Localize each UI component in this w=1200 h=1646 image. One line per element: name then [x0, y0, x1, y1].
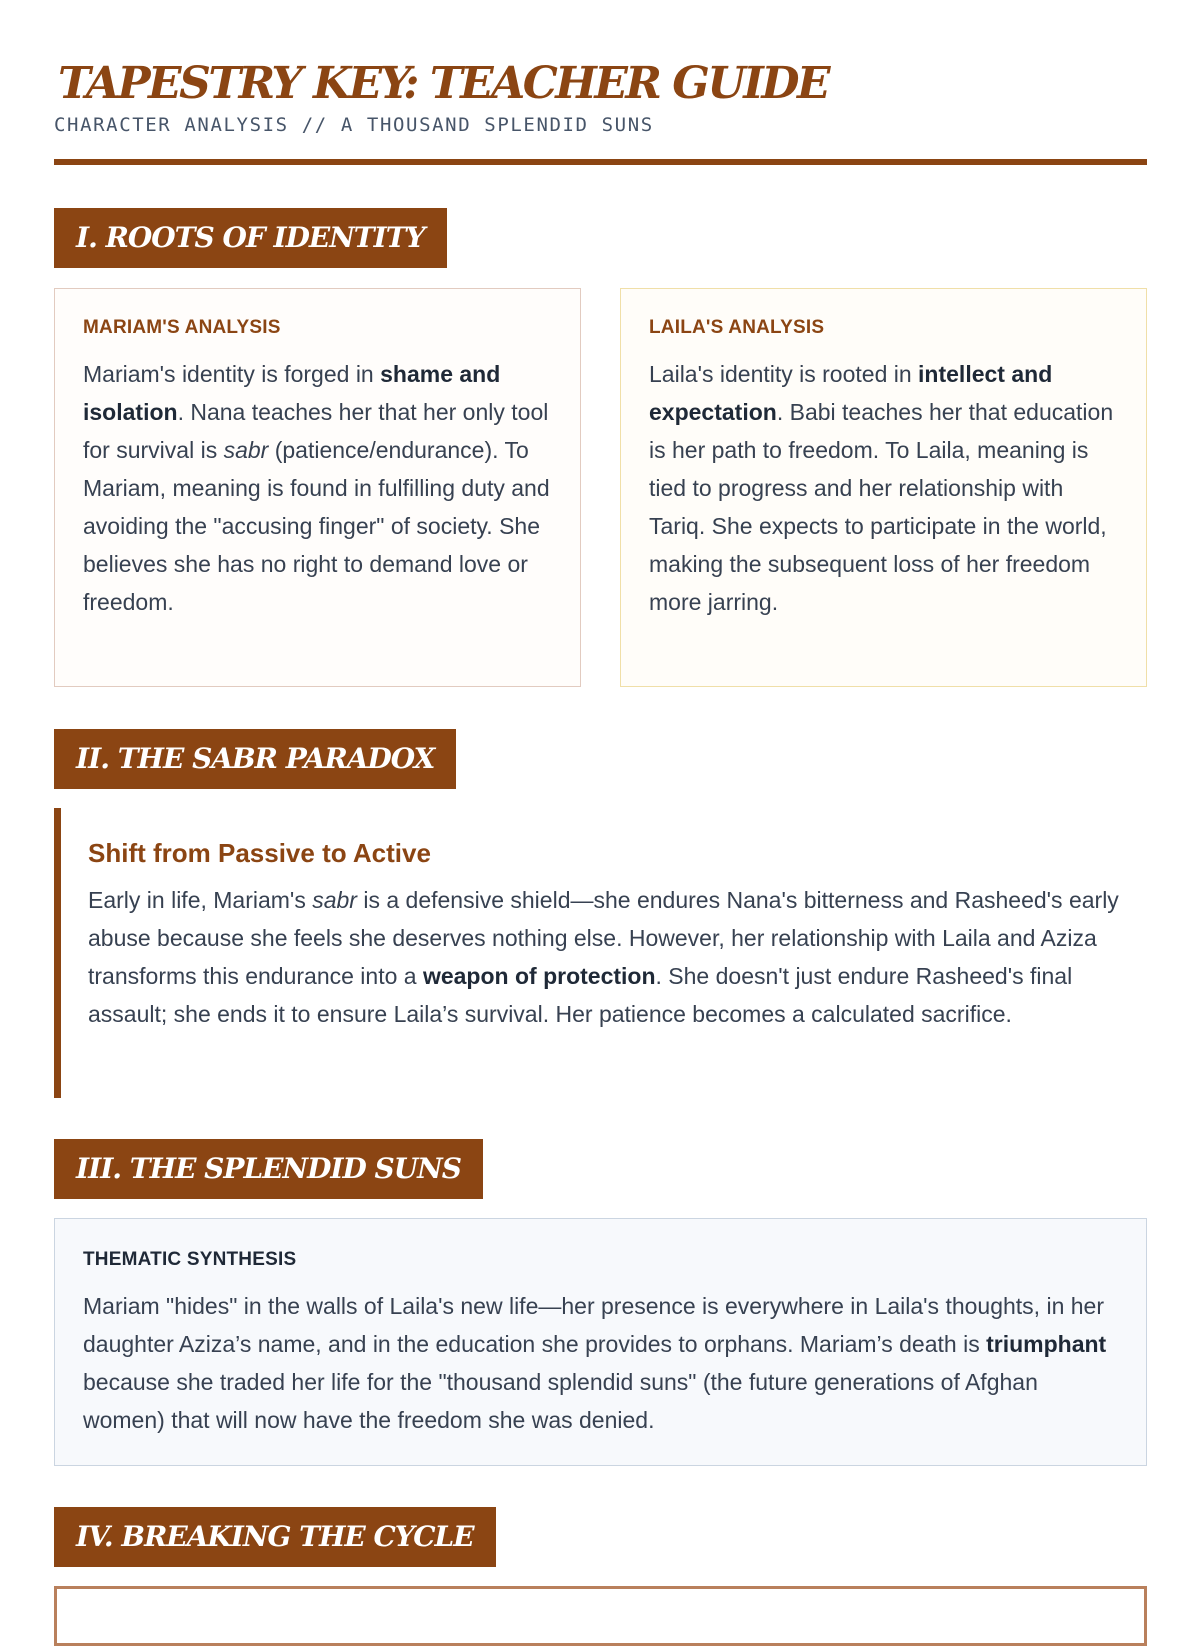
- section-heading-roots: I. ROOTS OF IDENTITY: [54, 208, 447, 268]
- sabr-paradox-block: [54, 808, 1147, 1098]
- section-heading-sabr: II. THE SABR PARADOX: [54, 729, 456, 789]
- laila-analysis-label: LAILA'S ANALYSIS: [649, 317, 825, 338]
- breaking-cycle-card: [54, 1586, 1147, 1646]
- thematic-synthesis-label: THEMATIC SYNTHESIS: [83, 1249, 297, 1270]
- sabr-paradox-text: Early in life, Mariam's sabr is a defensive shield—she endures Nana's bitterness and Rasheed's early abuse because she feels she deserves nothing else. However, her relationship with Laila and Aziza transforms this endurance into a weapon of protection. She doesn't just endure Rasheed's final assault; she ends it to ensure Laila’s survival. Her patience becomes a calculated sacrifice.: [88, 887, 1119, 1027]
- thematic-synthesis-card: [54, 1218, 1147, 1466]
- title-divider: [54, 159, 1147, 165]
- thematic-synthesis-text: Mariam "hides" in the walls of Laila's new life—her presence is everywhere in Laila's thoughts, in her daughter Aziza’s name, and in the education she provides to orphans. Mariam’s death is triumphant because she traded her life for the "thousand splendid suns" (the future generations of Afghan women) that will now have the freedom she was denied.: [83, 1293, 1107, 1433]
- sabr-subheading: Shift from Passive to Active: [88, 838, 431, 868]
- mariam-analysis-label: MARIAM'S ANALYSIS: [83, 317, 281, 338]
- laila-analysis-card: [620, 288, 1147, 687]
- section-heading-cycle: IV. BREAKING THE CYCLE: [54, 1507, 496, 1567]
- section-heading-suns: III. THE SPLENDID SUNS: [54, 1139, 483, 1199]
- mariam-analysis-card: [54, 288, 581, 687]
- page-subtitle: CHARACTER ANALYSIS // A THOUSAND SPLENDID SUNS: [54, 114, 654, 136]
- mariam-analysis-text: Mariam's identity is forged in shame and isolation. Nana teaches her that her only tool for survival is sabr (patience/endurance). To Mariam, meaning is found in fulfilling duty and avoiding the "accusing finger" of society. She believes she has no right to demand love or freedom.: [83, 361, 550, 615]
- laila-analysis-text: Laila's identity is rooted in intellect and expectation. Babi teaches her that education is her path to freedom. To Laila, meaning is tied to progress and her relationship with Tariq. She expects to participate in the world, making the subsequent loss of her freedom more jarring.: [649, 361, 1114, 615]
- page-title: TAPESTRY KEY: TEACHER GUIDE: [58, 58, 829, 109]
